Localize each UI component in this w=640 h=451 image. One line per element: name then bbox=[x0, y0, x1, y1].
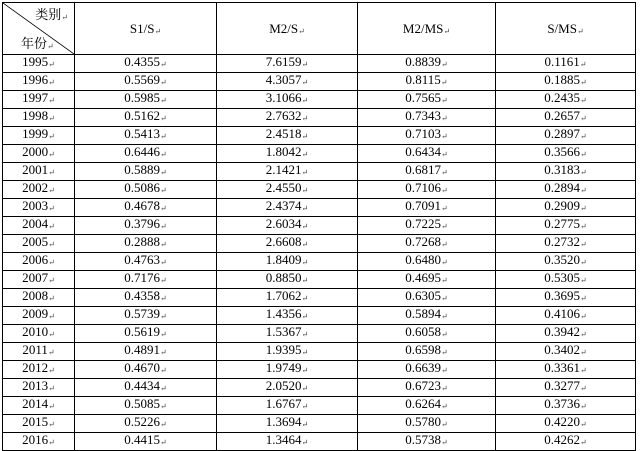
value-cell: 0.3695↵ bbox=[496, 289, 636, 307]
value-cell: 0.8115↵ bbox=[358, 73, 496, 91]
corner-header-cell bbox=[3, 3, 75, 55]
value-cell: 0.6446↵ bbox=[75, 145, 217, 163]
table-row bbox=[3, 163, 636, 181]
value-cell: 2.7632↵ bbox=[217, 109, 358, 127]
year-cell: 2015↵ bbox=[3, 415, 75, 433]
value-cell: 0.5413↵ bbox=[75, 127, 217, 145]
value-cell: 0.2732↵ bbox=[496, 235, 636, 253]
value-cell: 0.6723↵ bbox=[358, 379, 496, 397]
value-cell: 1.3464↵ bbox=[217, 433, 358, 451]
year-cell: 1999↵ bbox=[3, 127, 75, 145]
value-cell: 0.5889↵ bbox=[75, 163, 217, 181]
table-row bbox=[3, 433, 636, 451]
value-cell: 0.2897↵ bbox=[496, 127, 636, 145]
value-cell: 0.7565↵ bbox=[358, 91, 496, 109]
value-cell: 0.5739↵ bbox=[75, 307, 217, 325]
value-cell: 0.2909↵ bbox=[496, 199, 636, 217]
table-row bbox=[3, 55, 636, 73]
year-cell: 2011↵ bbox=[3, 343, 75, 361]
value-cell: 0.8839↵ bbox=[358, 55, 496, 73]
value-cell: 0.4670↵ bbox=[75, 361, 217, 379]
year-cell: 2014↵ bbox=[3, 397, 75, 415]
value-cell: 0.3520↵ bbox=[496, 253, 636, 271]
table-row bbox=[3, 127, 636, 145]
year-cell: 2001↵ bbox=[3, 163, 75, 181]
value-cell: 0.7103↵ bbox=[358, 127, 496, 145]
value-cell: 2.4374↵ bbox=[217, 199, 358, 217]
year-cell: 1996↵ bbox=[3, 73, 75, 91]
value-cell: 1.9749↵ bbox=[217, 361, 358, 379]
year-cell: 2016↵ bbox=[3, 433, 75, 451]
value-cell: 0.5569↵ bbox=[75, 73, 217, 91]
value-cell: 0.4678↵ bbox=[75, 199, 217, 217]
table-row bbox=[3, 145, 636, 163]
value-cell: 2.6034↵ bbox=[217, 217, 358, 235]
value-cell: 0.5780↵ bbox=[358, 415, 496, 433]
value-cell: 0.3183↵ bbox=[496, 163, 636, 181]
year-cell: 1995↵ bbox=[3, 55, 75, 73]
year-cell: 2012↵ bbox=[3, 361, 75, 379]
table-row bbox=[3, 271, 636, 289]
value-cell: 0.5305↵ bbox=[496, 271, 636, 289]
value-cell: 0.4891↵ bbox=[75, 343, 217, 361]
value-cell: 0.3566↵ bbox=[496, 145, 636, 163]
year-cell: 2008↵ bbox=[3, 289, 75, 307]
value-cell: 0.6480↵ bbox=[358, 253, 496, 271]
value-cell: 1.7062↵ bbox=[217, 289, 358, 307]
value-cell: 0.3736↵ bbox=[496, 397, 636, 415]
value-cell: 0.5619↵ bbox=[75, 325, 217, 343]
year-cell: 2000↵ bbox=[3, 145, 75, 163]
year-cell: 2004↵ bbox=[3, 217, 75, 235]
value-cell: 1.9395↵ bbox=[217, 343, 358, 361]
year-cell: 2013↵ bbox=[3, 379, 75, 397]
value-cell: 0.2657↵ bbox=[496, 109, 636, 127]
column-header-m2-ms: M2/MS↵ bbox=[358, 3, 496, 55]
value-cell: 0.6639↵ bbox=[358, 361, 496, 379]
value-cell: 0.4355↵ bbox=[75, 55, 217, 73]
value-cell: 0.6264↵ bbox=[358, 397, 496, 415]
value-cell: 0.6817↵ bbox=[358, 163, 496, 181]
table-row bbox=[3, 217, 636, 235]
value-cell: 2.0520↵ bbox=[217, 379, 358, 397]
value-cell: 0.2888↵ bbox=[75, 235, 217, 253]
value-cell: 2.4550↵ bbox=[217, 181, 358, 199]
value-cell: 0.4106↵ bbox=[496, 307, 636, 325]
table-row bbox=[3, 199, 636, 217]
value-cell: 0.2435↵ bbox=[496, 91, 636, 109]
year-cell: 2006↵ bbox=[3, 253, 75, 271]
table-row bbox=[3, 415, 636, 433]
value-cell: 0.7106↵ bbox=[358, 181, 496, 199]
table-row bbox=[3, 181, 636, 199]
value-cell: 0.2894↵ bbox=[496, 181, 636, 199]
year-cell: 2003↵ bbox=[3, 199, 75, 217]
table-row bbox=[3, 109, 636, 127]
value-cell: 0.7091↵ bbox=[358, 199, 496, 217]
value-cell: 2.6608↵ bbox=[217, 235, 358, 253]
value-cell: 0.3277↵ bbox=[496, 379, 636, 397]
year-cell: 1997↵ bbox=[3, 91, 75, 109]
column-header-s1-s: S1/S↵ bbox=[75, 3, 217, 55]
value-cell: 0.5085↵ bbox=[75, 397, 217, 415]
value-cell: 0.4262↵ bbox=[496, 433, 636, 451]
value-cell: 0.1161↵ bbox=[496, 55, 636, 73]
value-cell: 0.4220↵ bbox=[496, 415, 636, 433]
table-header bbox=[3, 3, 636, 55]
value-cell: 0.6598↵ bbox=[358, 343, 496, 361]
value-cell: 0.3402↵ bbox=[496, 343, 636, 361]
corner-bottom-label: 年份↵ bbox=[21, 36, 54, 51]
value-cell: 0.7176↵ bbox=[75, 271, 217, 289]
value-cell: 0.5086↵ bbox=[75, 181, 217, 199]
value-cell: 1.8409↵ bbox=[217, 253, 358, 271]
table-row bbox=[3, 307, 636, 325]
table-row bbox=[3, 379, 636, 397]
table-row bbox=[3, 91, 636, 109]
value-cell: 0.4434↵ bbox=[75, 379, 217, 397]
value-cell: 0.5162↵ bbox=[75, 109, 217, 127]
value-cell: 0.7343↵ bbox=[358, 109, 496, 127]
value-cell: 2.1421↵ bbox=[217, 163, 358, 181]
table-row bbox=[3, 289, 636, 307]
value-cell: 0.1885↵ bbox=[496, 73, 636, 91]
header-row bbox=[3, 3, 636, 55]
value-cell: 4.3057↵ bbox=[217, 73, 358, 91]
corner-top-label: 类别↵ bbox=[35, 7, 68, 22]
value-cell: 0.3361↵ bbox=[496, 361, 636, 379]
table-row bbox=[3, 361, 636, 379]
value-cell: 0.4763↵ bbox=[75, 253, 217, 271]
year-cell: 2009↵ bbox=[3, 307, 75, 325]
value-cell: 1.3694↵ bbox=[217, 415, 358, 433]
table-row bbox=[3, 343, 636, 361]
table-body bbox=[3, 55, 636, 451]
value-cell: 0.5894↵ bbox=[358, 307, 496, 325]
value-cell: 0.8850↵ bbox=[217, 271, 358, 289]
value-cell: 3.1066↵ bbox=[217, 91, 358, 109]
value-cell: 0.5985↵ bbox=[75, 91, 217, 109]
value-cell: 2.4518↵ bbox=[217, 127, 358, 145]
value-cell: 0.3942↵ bbox=[496, 325, 636, 343]
column-header-m2-s: M2/S↵ bbox=[217, 3, 358, 55]
value-cell: 1.6767↵ bbox=[217, 397, 358, 415]
column-header-s-ms: S/MS↵ bbox=[496, 3, 636, 55]
data-table bbox=[2, 2, 636, 451]
table-row bbox=[3, 397, 636, 415]
value-cell: 0.6434↵ bbox=[358, 145, 496, 163]
table-row bbox=[3, 253, 636, 271]
table-row bbox=[3, 73, 636, 91]
table-row bbox=[3, 235, 636, 253]
value-cell: 0.5738↵ bbox=[358, 433, 496, 451]
value-cell: 1.8042↵ bbox=[217, 145, 358, 163]
value-cell: 0.2775↵ bbox=[496, 217, 636, 235]
table-row bbox=[3, 325, 636, 343]
value-cell: 0.4415↵ bbox=[75, 433, 217, 451]
value-cell: 0.7268↵ bbox=[358, 235, 496, 253]
value-cell: 0.4358↵ bbox=[75, 289, 217, 307]
value-cell: 0.5226↵ bbox=[75, 415, 217, 433]
year-cell: 1998↵ bbox=[3, 109, 75, 127]
value-cell: 0.4695↵ bbox=[358, 271, 496, 289]
value-cell: 0.3796↵ bbox=[75, 217, 217, 235]
year-cell: 2010↵ bbox=[3, 325, 75, 343]
value-cell: 7.6159↵ bbox=[217, 55, 358, 73]
year-cell: 2005↵ bbox=[3, 235, 75, 253]
year-cell: 2007↵ bbox=[3, 271, 75, 289]
value-cell: 0.6058↵ bbox=[358, 325, 496, 343]
year-cell: 2002↵ bbox=[3, 181, 75, 199]
value-cell: 1.5367↵ bbox=[217, 325, 358, 343]
value-cell: 1.4356↵ bbox=[217, 307, 358, 325]
value-cell: 0.6305↵ bbox=[358, 289, 496, 307]
value-cell: 0.7225↵ bbox=[358, 217, 496, 235]
